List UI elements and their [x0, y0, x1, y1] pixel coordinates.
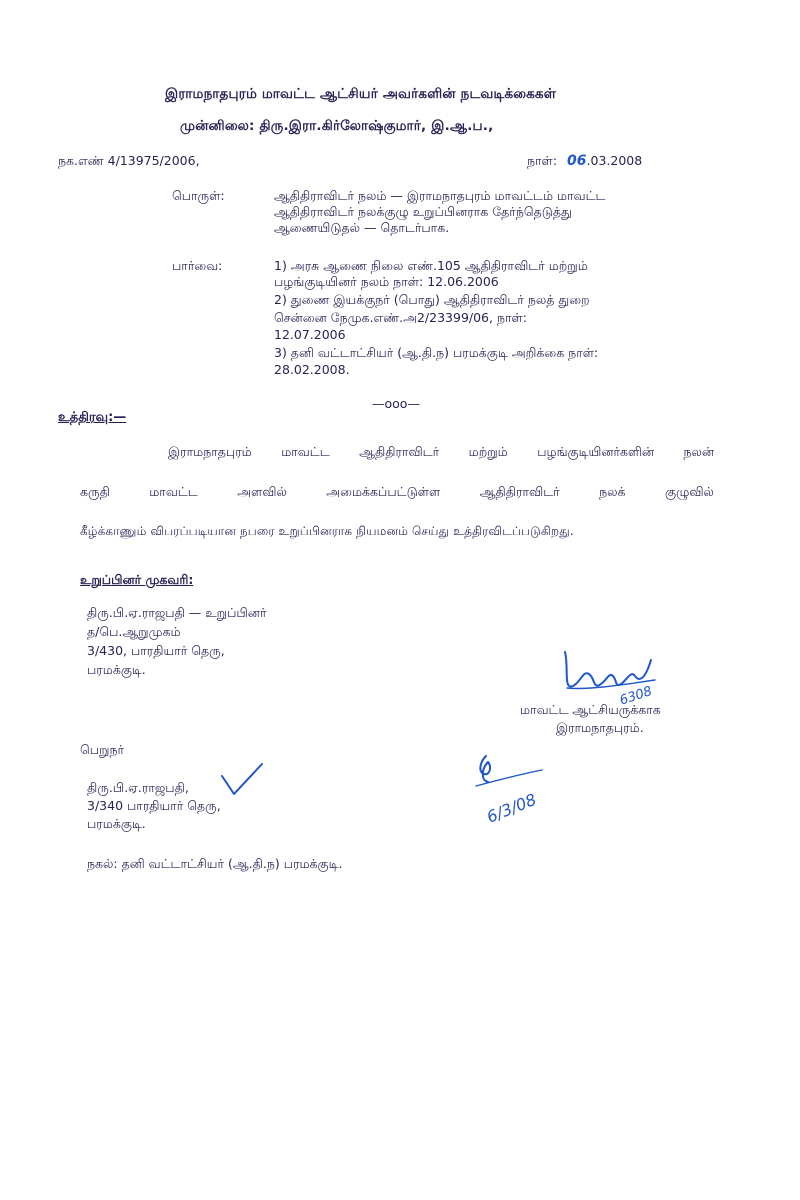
reference-line-1: 1) அரசு ஆணை நிலை எண்.105 ஆதிதிராவிடர் மற்றும் [274, 258, 588, 273]
order-word: மற்றும் [468, 444, 508, 459]
subject-line-2: ஆதிதிராவிடர் நலக்குழு உறுப்பினராக தேர்ந்தெடுத்து [274, 204, 572, 219]
section-separator: —ooo— [372, 396, 420, 411]
initials-mark [470, 752, 560, 832]
reference-date [527, 153, 642, 170]
reference-line-7: 28.02.2008. [274, 362, 350, 377]
order-word: அமைக்கப்பட்டுள்ள [326, 484, 441, 499]
reference-line-6: 3) தனி வட்டாட்சியர் (ஆ.தி.ந) பரமக்குடி அறிக்கை நாள்: [274, 345, 599, 360]
order-word: நலக் [599, 484, 626, 499]
initials-date: 6/3/08 [484, 789, 539, 827]
order-line-1 [168, 444, 714, 461]
date-rest: .03.2008 [586, 153, 643, 168]
reference-line-2: பழங்குடியினர் நலம் நாள்: 12.06.2006 [274, 274, 499, 289]
copy-to-line: நகல்: தனி வட்டாட்சியர் (ஆ.தி.ந) பரமக்குடி. [87, 856, 343, 871]
subject-label: பொருள்: [172, 188, 225, 203]
order-line-2 [80, 484, 714, 501]
date-day-handwritten: 06 [567, 153, 587, 169]
order-word: குழுவில் [664, 484, 714, 499]
order-word: மாவட்ட [149, 484, 198, 499]
member-heading: உறுப்பினர் முகவரி: [80, 572, 194, 587]
member-line-3: 3/430, பாரதியார் தெரு, [87, 643, 225, 658]
presence-line: முன்னிலை: திரு.இரா.கிர்லோஷ்குமார், இ.ஆ.ப., [180, 118, 494, 134]
order-line-3: கீழ்க்காணும் விபரப்படியான நபரை உறுப்பினராக நியமனம் செய்து உத்திரவிடப்படுகிறது. [80, 524, 574, 538]
reference-line-4: சென்னை நேமுக.எண்.அ2/23399/06, நாள்: [274, 310, 527, 325]
order-word: மாவட்ட [281, 444, 330, 459]
recipient-heading: பெறுநர் [80, 742, 125, 757]
subject-line-3: ஆணையிடுதல் — தொடர்பாக. [274, 220, 450, 235]
signature-date: 6308 [617, 684, 655, 709]
recipient-line-2: 3/340 பாரதியார் தெரு, [87, 798, 221, 813]
order-word: கருதி [80, 484, 110, 499]
reference-line-3: 2) துணை இயக்குநர் (பொது) ஆதிதிராவிடர் நலத் துறை [274, 292, 590, 307]
order-word: பழங்குடியினர்களின் [537, 444, 654, 459]
reference-number: நக.எண் 4/13975/2006, [58, 153, 200, 168]
subject-line-1: ஆதிதிராவிடர் நலம் — இராமநாதபுரம் மாவட்டம் மாவட்ட [274, 188, 606, 203]
order-heading: உத்திரவு:— [58, 410, 127, 425]
references-label: பார்வை: [172, 258, 223, 273]
reference-line-5: 12.07.2006 [274, 327, 346, 342]
order-word: இராமநாதபுரம் [168, 444, 252, 459]
officer-signature [555, 640, 665, 710]
check-mark-icon [218, 760, 266, 800]
order-word: ஆதிதிராவிடர் [479, 484, 560, 499]
recipient-line-3: பரமக்குடி. [87, 816, 146, 831]
signature-designation: மாவட்ட ஆட்சியருக்காக [520, 702, 661, 717]
date-label: நாள்: [527, 153, 558, 168]
order-word: ஆதிதிராவிடர் [359, 444, 440, 459]
order-word: நலன் [683, 444, 714, 459]
member-line-4: பரமக்குடி. [87, 662, 146, 677]
recipient-line-1: திரு.பி.ஏ.ராஜபதி, [87, 780, 189, 795]
member-line-1: திரு.பி.ஏ.ராஜபதி — உறுப்பினர் [87, 605, 267, 620]
order-word: அளவில் [237, 484, 287, 499]
signature-place: இராமநாதபுரம். [556, 720, 644, 735]
member-line-2: த/பெ.ஆறுமுகம் [87, 624, 181, 639]
document-title: இராமநாதபுரம் மாவட்ட ஆட்சியர் அவர்களின் நடவடிக்கைகள் [165, 86, 557, 102]
